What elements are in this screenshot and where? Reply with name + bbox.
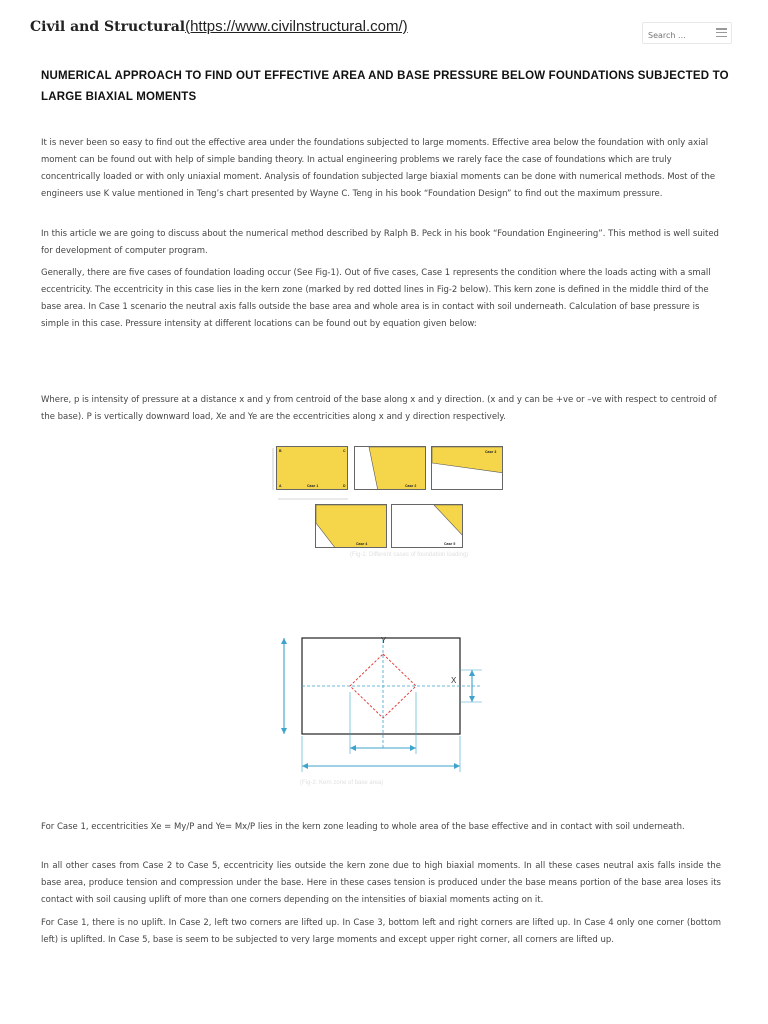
y-axis-label: Y <box>381 636 387 645</box>
site-header <box>0 0 768 62</box>
case-2-label: Case 2 <box>405 484 417 488</box>
corner-label-d: D <box>343 484 346 488</box>
case-4-label: Case 4 <box>356 542 368 546</box>
corner-label-c: C <box>343 449 346 453</box>
case-5-label: Case 5 <box>444 542 456 546</box>
site-link[interactable]: (https://www.civilnstructural.com/) <box>185 18 408 35</box>
figure-2-kern-zone <box>270 632 500 792</box>
paragraph-peck: In this article we are going to discuss about the numerical method described by Ralph B. Peck in his book “Foundation Engineering”. This method is well suited for development of computer program. <box>41 229 719 256</box>
site-name[interactable]: Civil and Structural <box>30 19 186 35</box>
case-3-diagram <box>431 446 503 490</box>
case-1-label: Case 1 <box>307 484 319 488</box>
x-axis-label: X <box>451 676 457 685</box>
figure-1-caption: (Fig-1: Different cases of foundation loading) <box>350 552 469 558</box>
figure-2-caption: (Fig-2: Kern zone of base area) <box>300 780 384 786</box>
search-input[interactable] <box>643 27 712 45</box>
article-title: NUMERICAL APPROACH TO FIND OUT EFFECTIVE AREA AND BASE PRESSURE BELOW FOUNDATIONS SUBJECTED TO LARGE BIAXIAL MOMENTS <box>41 70 729 103</box>
case-4-diagram <box>315 504 387 548</box>
case-2-diagram <box>354 446 426 490</box>
paragraph-intro: It is never been so easy to find out the effective area under the foundations subjected to large moments. Effective area below the foundation with only axial moment can be found out with help of simple banding theory. In actual engineering problems we rarely face the case of foundations which are truly concentrically loaded or with only uniaxial moment. Analysis of foundation subjected large biaxial moments can be done with numerical methods. Most of the engineers use K value mentioned in Teng’s chart presented by Wayne C. Teng in his book “Foundation Design” to find out the maximum pressure. <box>41 138 716 199</box>
corner-label-a: A <box>279 484 282 488</box>
paragraph-where: Where, p is intensity of pressure at a distance x and y from centroid of the base along x and y direction. (x and y can be +ve or –ve with respect to centroid of the base). P is vertically downward load, Xe and Ye are the eccentricities along x and y direction respectively. <box>41 395 717 422</box>
base-rectangle <box>302 638 460 734</box>
paragraph-case1-eccentricity: For Case 1, eccentricities Xe = My/P and Ye= Mx/P lies in the kern zone leading to whole area of the base effective and in contact with soil underneath. <box>41 822 685 832</box>
paragraph-five-cases: Generally, there are five cases of foundation loading occur (See Fig-1). Out of five cases, Case 1 represents the condition where the loads acting with a small eccentricity. The eccentricity in this case lies in the kern zone (marked by red dotted lines in Fig-2 below). This kern zone is defined in the middle third of the base area. In Case 1 scenario the neutral axis falls outside the base area and whole area is in contact with soil underneath. Calculation of base pressure is simple in this case. Pressure intensity at different locations can be found out by equation given below: <box>41 268 711 329</box>
corner-label-b: B <box>279 449 282 453</box>
site-title[interactable] <box>30 18 408 35</box>
case-3-label: Case 3 <box>485 450 497 454</box>
case-5-diagram <box>391 504 463 548</box>
figure-1-cases <box>262 444 502 564</box>
paragraph-uplift: For Case 1, there is no uplift. In Case 2, left two corners are lifted up. In Case 3, bottom left and right corners are lifted up. In Case 4 only one corner (bottom left) is uplifted. In Case 5, base is seem to be subjected to very large moments and except upper right corner, all corners are lifted up. <box>41 918 721 945</box>
hamburger-menu-icon[interactable] <box>716 28 727 37</box>
paragraph-other-cases: In all other cases from Case 2 to Case 5, eccentricity lies outside the kern zone due to high biaxial moments. In all these cases neutral axis falls inside the base area, produce tension and compression under the base. Here in these cases tension is produced under the base means portion of the base area loses its contact with soil causing uplift of more than one corners depending on the intensities of biaxial moments acting on it. <box>41 861 721 905</box>
